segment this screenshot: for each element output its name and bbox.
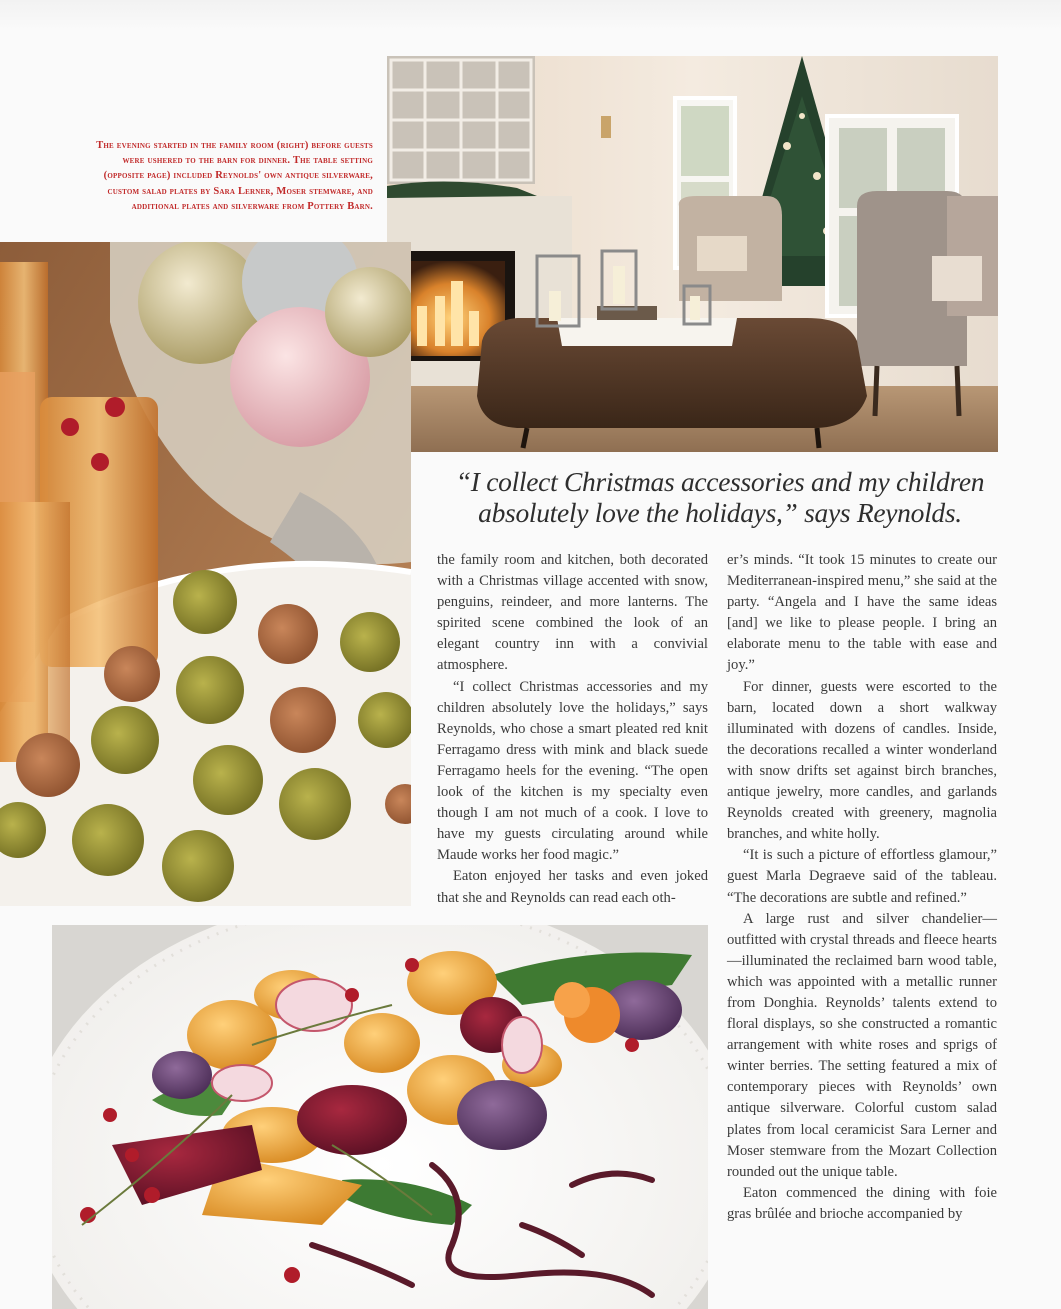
pull-quote: “I collect Christmas accessories and my children absolutely love the holidays,” says Reynolds. [455, 466, 985, 528]
family-room-photo [387, 56, 998, 452]
page-top-band [0, 0, 1061, 30]
beet-salad-photo [52, 925, 708, 1309]
article-column-right [727, 550, 997, 1225]
article-paragraph: A large rust and silver chandelier—outfitted with crystal threads and fleece hearts—illuminated the reclaimed barn wood table, which was appointed with a metallic runner from Donghia. Reynolds’ talents extend to floral displays, so she constructed a romantic arrangement with white roses and sprigs of winter berries. The setting featured a mix of contemporary pieces with Reynolds’ own antique silverware. Colorful custom salad plates from local ceramicist Sara Lerner and Moser stemware from the Mozart Collection rounded out the unique table. [727, 910, 997, 1180]
article-paragraph: For dinner, guests were escorted to the barn, located down a short walkway illuminated with dozens of candles. Inside, the decorations recalled a winter wonderland with snow drifts set against birch branches, antique jewelry, more candles, and garlands Reynolds created with greenery, magnolia branches, and white holly. [727, 678, 997, 843]
article-paragraph: “It is such a picture of effortless glamour,” guest Marla Degraeve said of the tableau. “The decorations are subtle and refined.” [727, 847, 997, 906]
article-column-left [437, 550, 708, 909]
truffles-champagne-photo [0, 242, 411, 906]
article-paragraph: the family room and kitchen, both decorated with a Christmas village accented with snow, penguins, reindeer, and more lanterns. The spirited scene combined the look of an elegant country inn with a convivial atmosphere. [437, 552, 708, 674]
article-paragraph: er’s minds. “It took 15 minutes to create our Mediterranean-inspired menu,” she said at the party. “Angela and I have the same ideas [and] we like to please people. I bring an elaborate menu to the table with ease and joy.” [727, 552, 997, 674]
article-paragraph: Eaton commenced the dining with foie gras brûlée and brioche accompanied by [727, 1184, 997, 1222]
photo-caption: The evening started in the family room (right) before guests were ushered to the barn for dinner. The table setting (opposite page) included Reynolds' own antique silverware, custom salad plates by Sara Lerner, Moser stemware, and additional plates and silverware from Pottery Barn. [96, 140, 373, 212]
article-paragraph: Eaton enjoyed her tasks and even joked that she and Reynolds can read each oth- [437, 868, 708, 906]
article-paragraph: “I collect Christmas accessories and my children absolutely love the holidays,” says Reynolds, who chose a smart pleated red knit Ferragamo dress with mink and black suede Ferragamo heels for the evening. “The open look of the kitchen is my specialty even though I am not much of a cook. I love to have my guests circulating around while Maude works her food magic.” [437, 678, 708, 864]
